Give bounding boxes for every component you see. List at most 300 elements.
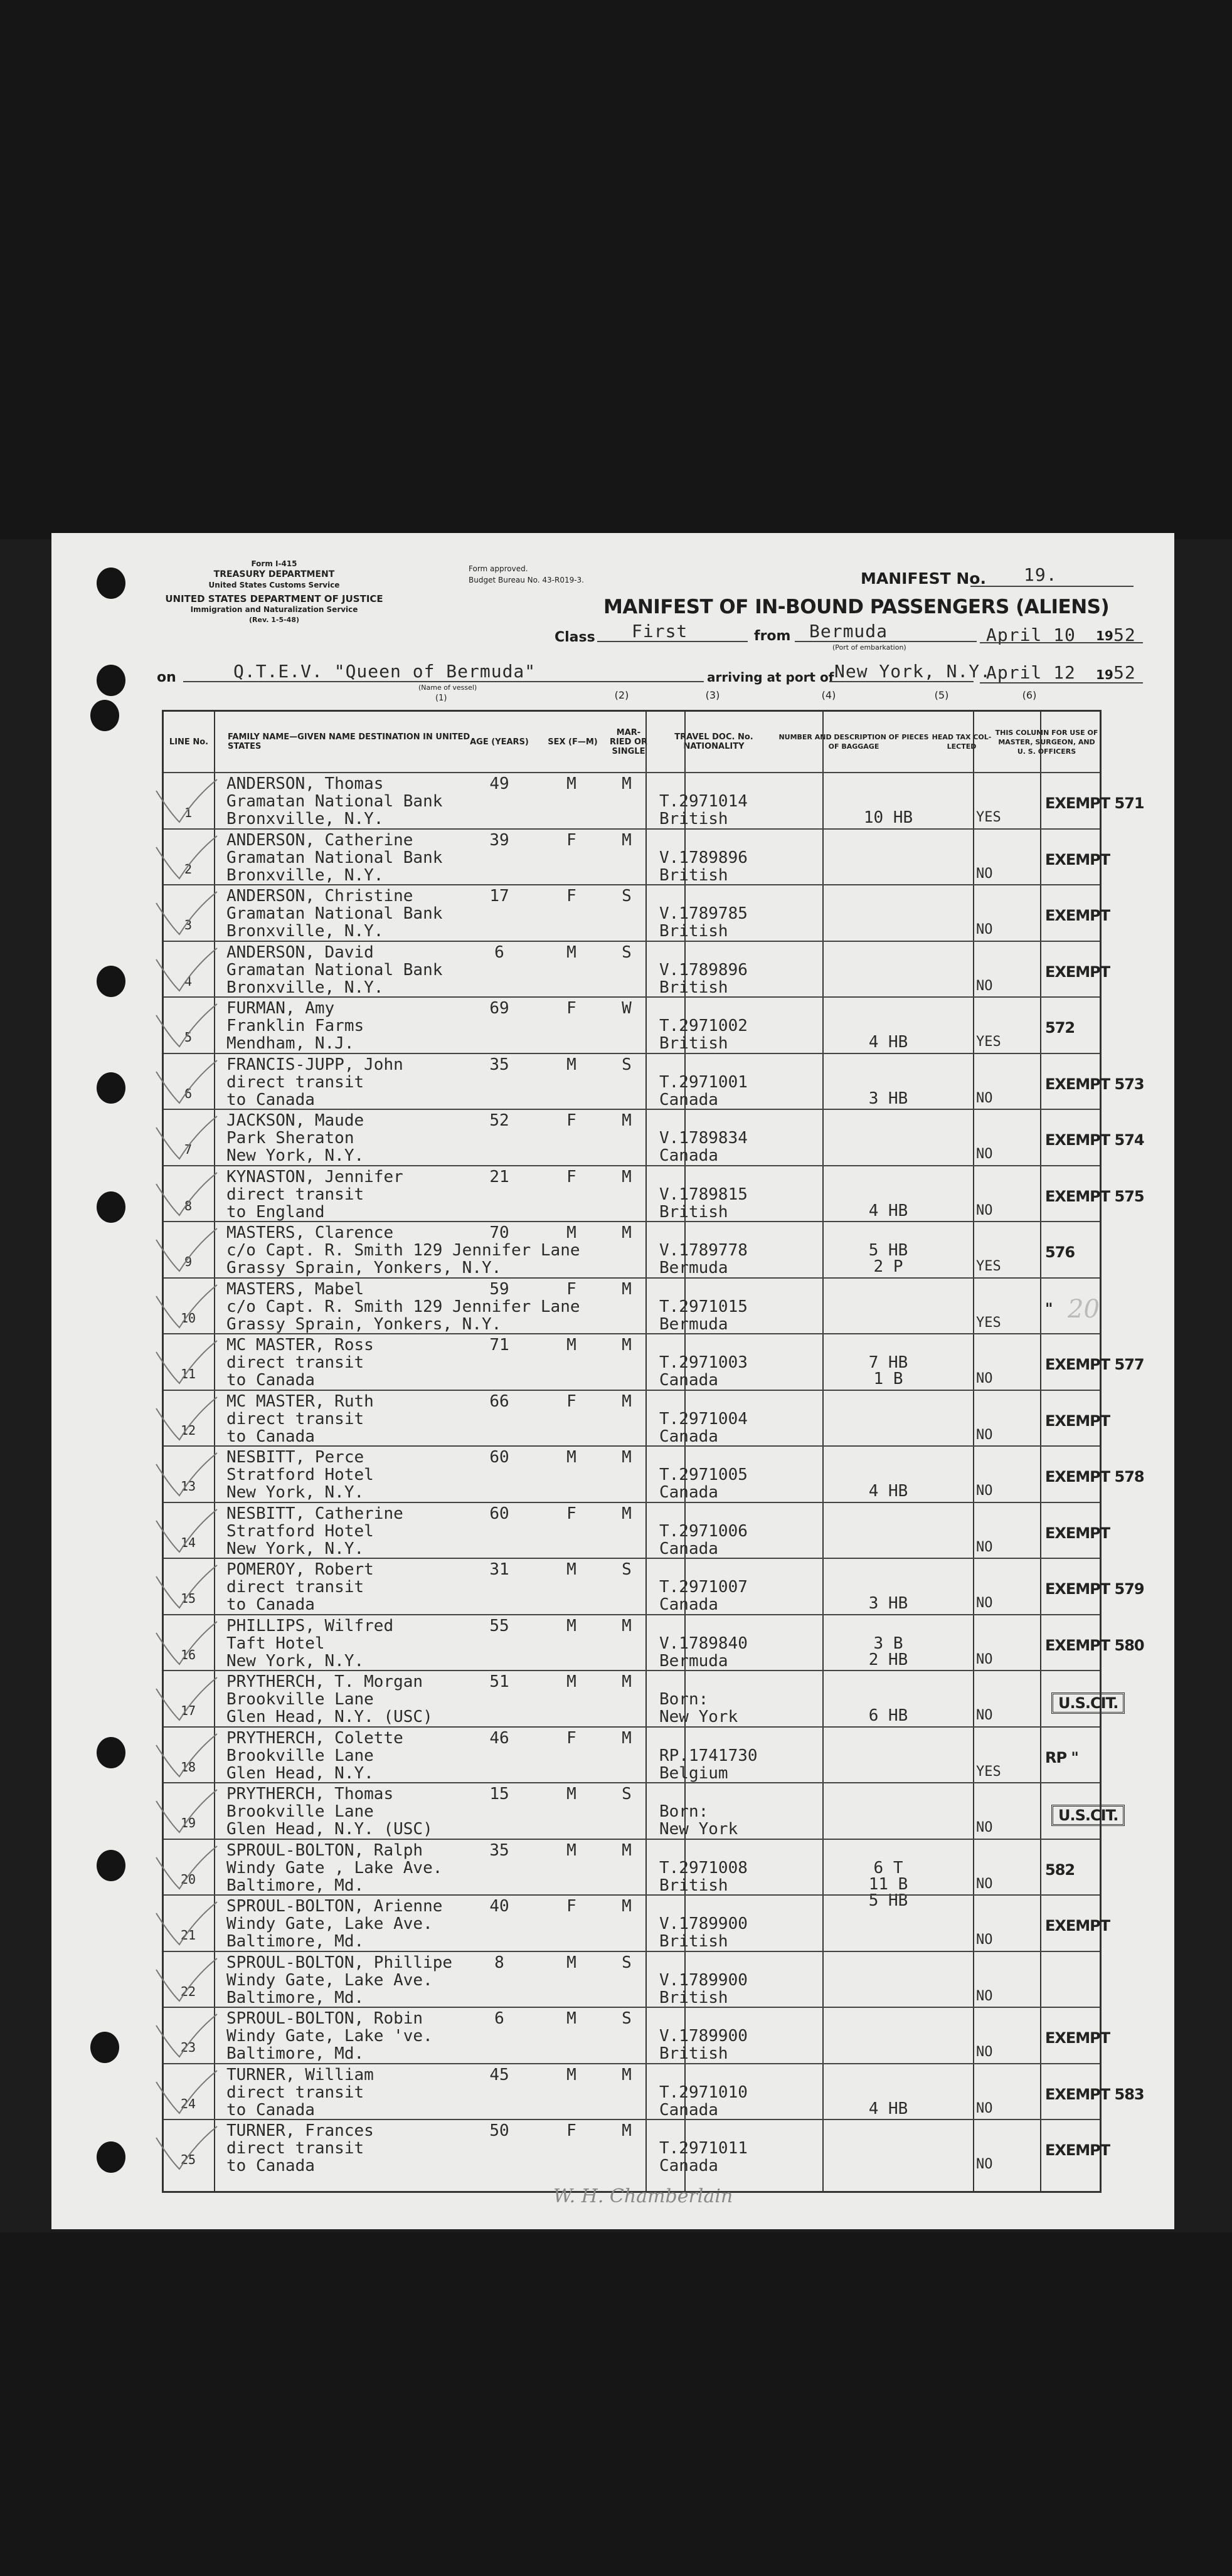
table-row	[164, 828, 1110, 885]
sex: F	[566, 999, 576, 1018]
baggage-2: 4 HB	[868, 1033, 908, 1052]
destination-line-1: Gramatan National Bank	[226, 904, 443, 923]
passenger-name: KYNASTON, Jennifer	[226, 1167, 403, 1186]
destination-line-1: Windy Gate , Lake Ave.	[226, 1858, 443, 1877]
sex: M	[566, 1840, 576, 1860]
depart-year: 52	[1113, 625, 1136, 645]
destination-line-2: to Canada	[226, 2100, 315, 2119]
sex: M	[566, 1785, 576, 1803]
line-no: 10	[180, 1310, 196, 1326]
baggage-2: 3 HB	[868, 1089, 908, 1108]
travel-doc: V.1789896	[659, 960, 748, 979]
table-row	[164, 1053, 1144, 1109]
line-no: 3	[184, 917, 193, 932]
head-tax: YES	[976, 1034, 1001, 1050]
baggage-2: 1 B	[873, 1370, 903, 1388]
official-use: EXEMPT 579	[1045, 1580, 1144, 1598]
destination-line-1: Brookville Lane	[226, 1802, 374, 1821]
table-row	[164, 1277, 1100, 1334]
sex: M	[566, 1448, 576, 1467]
nationality: New York	[659, 1820, 738, 1839]
scan-background-top	[0, 0, 1232, 539]
age: 35	[489, 1840, 509, 1860]
baggage-2: 4 HB	[868, 2099, 908, 2118]
destination-line-1: Taft Hotel	[226, 1634, 325, 1653]
binder-hole	[97, 966, 125, 997]
travel-doc: T.2971011	[659, 2139, 748, 2158]
head-tax: NO	[976, 2156, 993, 2172]
checkmark	[151, 947, 220, 997]
age: 55	[489, 1616, 509, 1635]
destination-line-2: New York, N.Y.	[226, 1146, 364, 1165]
baggage-2: 2 P	[873, 1257, 903, 1276]
sex: F	[566, 830, 576, 850]
passenger-name: SPROUL-BOLTON, Phillipe	[226, 1953, 453, 1972]
baggage-1: 7 HB	[868, 1353, 908, 1372]
destination-line-2: Glen Head, N.Y. (USC)	[226, 1708, 433, 1726]
sex: M	[566, 1560, 576, 1579]
sex: F	[566, 887, 576, 905]
binder-hole	[97, 1072, 125, 1104]
nationality: British	[659, 1034, 728, 1053]
travel-doc: V.1789834	[659, 1129, 748, 1148]
travel-doc: V.1789896	[659, 848, 748, 867]
binder-hole	[97, 2141, 125, 2173]
marital-status: S	[622, 1953, 632, 1972]
head-tax: NO	[976, 2100, 993, 2116]
table-row	[164, 1951, 1100, 2007]
checkmark	[151, 890, 220, 941]
customs-service: United States Customs Service	[208, 581, 340, 589]
passenger-name: PRYTHERCH, T. Morgan	[226, 1672, 423, 1691]
travel-doc: T.2971002	[659, 1016, 748, 1035]
checkmark	[151, 835, 220, 885]
official-use: EXEMPT 573	[1045, 1075, 1144, 1093]
official-use: EXEMPT	[1045, 1412, 1110, 1430]
official-use: EXEMPT 583	[1045, 2085, 1144, 2103]
marital-status: M	[622, 1111, 632, 1130]
destination-line-1: c/o Capt. R. Smith 129 Jennifer Lane	[226, 1297, 580, 1316]
nationality: Bermuda	[659, 1314, 728, 1334]
travel-doc: RP.1741730	[659, 1746, 758, 1765]
sex: F	[566, 1897, 576, 1916]
passenger-name: TURNER, Frances	[226, 2121, 374, 2140]
col-marital: MAR-RIED OR SINGLE	[609, 727, 648, 756]
travel-doc: T.2971003	[659, 1353, 748, 1372]
destination-line-2: to England	[226, 1202, 325, 1222]
age: 50	[489, 2121, 509, 2140]
travel-doc: V.1789900	[659, 1914, 748, 1933]
travel-doc: V.1789785	[659, 904, 748, 923]
passenger-name: MC MASTER, Ross	[226, 1336, 374, 1354]
depart-year-prefix: 19	[1096, 628, 1113, 643]
travel-doc: Born:	[659, 1802, 709, 1821]
official-use: EXEMPT 571	[1045, 794, 1144, 812]
sex: M	[566, 1223, 576, 1242]
official-use: EXEMPT	[1045, 963, 1110, 981]
passenger-name: POMEROY, Robert	[226, 1560, 374, 1579]
col-age: AGE (YEARS)	[470, 737, 529, 747]
line-no: 23	[180, 2040, 196, 2055]
sex: F	[566, 1279, 576, 1299]
checkmark	[151, 2125, 220, 2175]
vessel-name: Q.T.E.V. "Queen of Bermuda"	[233, 661, 536, 682]
table-row	[164, 2007, 1110, 2063]
arrival-port-line	[829, 681, 974, 682]
checkmark	[151, 1564, 220, 1614]
age: 60	[489, 1448, 509, 1467]
marital-status: M	[622, 1672, 632, 1691]
checkmark	[151, 1396, 220, 1446]
line-no: 2	[184, 861, 193, 877]
sex: F	[566, 1111, 576, 1130]
age: 40	[489, 1897, 509, 1916]
nationality: British	[659, 1988, 728, 2007]
nationality: Canada	[659, 1371, 718, 1390]
justice-dept: UNITED STATES DEPARTMENT OF JUSTICE	[165, 593, 383, 604]
destination-line-2: Bronxville, N.Y.	[226, 810, 384, 828]
destination-line-1: Windy Gate, Lake Ave.	[226, 1914, 433, 1933]
arrival-date: April 12	[986, 662, 1076, 683]
ins-service: Immigration and Naturalization Service	[190, 605, 358, 614]
baggage-2: 10 HB	[863, 808, 913, 827]
age: 8	[494, 1953, 504, 1972]
line-no: 5	[184, 1030, 193, 1045]
checkmark	[151, 1171, 220, 1222]
official-use: EXEMPT 574	[1045, 1131, 1144, 1149]
form-approved: Form approved.	[469, 564, 528, 573]
sex: F	[566, 1728, 576, 1748]
age: 49	[489, 774, 509, 793]
destination-line-2: Baltimore, Md.	[226, 1988, 364, 2007]
passenger-name: SPROUL-BOLTON, Arienne	[226, 1897, 443, 1916]
sex: M	[566, 1336, 576, 1354]
destination-line-1: Stratford Hotel	[226, 1521, 374, 1541]
passenger-name: SPROUL-BOLTON, Ralph	[226, 1840, 423, 1860]
scan-background-bottom	[0, 2232, 1232, 2576]
age: 17	[489, 887, 509, 905]
embark-caption: (Port of embarkation)	[832, 643, 906, 652]
official-use: EXEMPT 577	[1045, 1356, 1144, 1373]
line-no: 20	[180, 1871, 196, 1887]
head-tax: NO	[976, 1371, 993, 1386]
on-label: on	[157, 670, 176, 685]
head-tax: NO	[976, 1876, 993, 1892]
official-use: EXEMPT 575	[1045, 1187, 1144, 1205]
table-row	[164, 1614, 1144, 1671]
travel-doc: T.2971005	[659, 1465, 748, 1484]
nationality: Canada	[659, 1090, 718, 1109]
destination-line-2: to Canada	[226, 2156, 315, 2175]
sex: F	[566, 2121, 576, 2140]
sex: F	[566, 1167, 576, 1186]
age: 39	[489, 830, 509, 850]
checkmark	[151, 1508, 220, 1558]
line-no: 17	[180, 1703, 196, 1718]
age: 66	[489, 1391, 509, 1411]
head-tax: NO	[976, 1146, 993, 1162]
age: 70	[489, 1223, 509, 1242]
travel-doc: T.2971014	[659, 792, 748, 811]
binder-hole	[97, 1850, 125, 1881]
age: 15	[489, 1785, 509, 1803]
passenger-name: FURMAN, Amy	[226, 999, 335, 1018]
destination-line-2: Baltimore, Md.	[226, 1876, 364, 1895]
destination-line-1: Gramatan National Bank	[226, 848, 443, 867]
marital-status: M	[622, 1504, 632, 1523]
signature: W. H. Chamberlain	[553, 2185, 733, 2207]
passenger-name: ANDERSON, Christine	[226, 887, 413, 905]
passenger-name: PRYTHERCH, Thomas	[226, 1785, 394, 1803]
destination-line-1: direct transit	[226, 1072, 364, 1092]
destination-line-1: direct transit	[226, 1353, 364, 1372]
official-use: U.S.CIT.	[1051, 1692, 1125, 1714]
destination-line-2: to Canada	[226, 1371, 315, 1390]
vessel-col: (1)	[435, 694, 447, 703]
destination-line-2: Bronxville, N.Y.	[226, 865, 384, 885]
sex: F	[566, 1391, 576, 1411]
travel-doc: V.1789815	[659, 1185, 748, 1204]
destination-line-2: Grassy Sprain, Yonkers, N.Y.	[226, 1314, 502, 1334]
age: 46	[489, 1728, 509, 1748]
baggage-1: 3 B	[873, 1634, 903, 1653]
table-row	[164, 1894, 1110, 1951]
destination-line-2: New York, N.Y.	[226, 1539, 364, 1558]
sex: M	[566, 942, 576, 962]
line-no: 15	[180, 1591, 196, 1606]
arriving-label: arriving at port of	[707, 670, 834, 685]
nationality: British	[659, 978, 728, 997]
baggage-2: 3 HB	[868, 1594, 908, 1613]
class-line	[597, 641, 748, 642]
arrival-date-line	[980, 682, 1143, 684]
table-row	[164, 1109, 1144, 1165]
destination-line-1: Gramatan National Bank	[226, 792, 443, 811]
vessel-caption: (Name of vessel)	[418, 684, 477, 692]
col-official-use: THIS COLUMN FOR USE OF MASTER, SURGEON, AND U. S. OFFICERS	[995, 728, 1098, 756]
head-tax: YES	[976, 810, 1001, 825]
depart-line	[980, 642, 1143, 643]
travel-doc: T.2971010	[659, 2082, 748, 2102]
destination-line-2: to Canada	[226, 1595, 315, 1614]
nationality: Canada	[659, 2156, 718, 2175]
manifest-no-line	[970, 586, 1134, 587]
arrival-year: 52	[1113, 662, 1136, 683]
marital-status: S	[622, 887, 632, 905]
sex: M	[566, 1055, 576, 1074]
head-tax: NO	[976, 1932, 993, 1948]
passenger-name: ANDERSON, Catherine	[226, 830, 413, 850]
line-no: 8	[184, 1198, 193, 1213]
table-row	[164, 772, 1144, 828]
binder-hole	[97, 665, 125, 696]
destination-line-2: Glen Head, N.Y. (USC)	[226, 1820, 433, 1839]
marital-status: M	[622, 2121, 632, 2140]
passenger-name: ANDERSON, David	[226, 942, 374, 962]
checkmark	[151, 1676, 220, 1726]
manifest-no-value: 19.	[1024, 564, 1058, 585]
official-use: EXEMPT	[1045, 1524, 1110, 1542]
budget-bureau: Budget Bureau No. 43-R019-3.	[469, 576, 584, 584]
destination-line-1: c/o Capt. R. Smith 129 Jennifer Lane	[226, 1241, 580, 1260]
from-label: from	[754, 628, 791, 644]
travel-doc: V.1789900	[659, 2027, 748, 2045]
checkmark	[151, 1901, 220, 1951]
vessel-line	[183, 681, 704, 682]
col-num-4: (4)	[821, 689, 836, 701]
passenger-name: NESBITT, Perce	[226, 1448, 364, 1467]
checkmark	[151, 1957, 220, 2007]
line-no: 13	[180, 1479, 196, 1494]
destination-line-1: Franklin Farms	[226, 1016, 364, 1035]
sex: M	[566, 774, 576, 793]
head-tax: YES	[976, 1259, 1001, 1274]
table-row	[164, 2063, 1144, 2119]
official-use: EXEMPT	[1045, 907, 1110, 924]
head-tax: NO	[976, 1595, 993, 1611]
destination-line-1: Stratford Hotel	[226, 1465, 374, 1484]
destination-line-1: direct transit	[226, 1185, 364, 1204]
age: 71	[489, 1336, 509, 1354]
line-no: 11	[180, 1366, 196, 1381]
marital-status: S	[622, 1785, 632, 1803]
table-row	[164, 1333, 1144, 1390]
age: 45	[489, 2065, 509, 2084]
destination-line-2: Bronxville, N.Y.	[226, 978, 384, 997]
destination-line-2: to Canada	[226, 1090, 315, 1109]
destination-line-2: New York, N.Y.	[226, 1483, 364, 1502]
destination-line-1: direct transit	[226, 2139, 364, 2158]
sex: M	[566, 2009, 576, 2028]
marital-status: M	[622, 1279, 632, 1299]
form-rev: (Rev. 1-5-48)	[248, 616, 299, 624]
official-use: EXEMPT	[1045, 2029, 1110, 2047]
table-row	[164, 996, 1100, 1053]
checkmark	[151, 1788, 220, 1839]
destination-line-1: Brookville Lane	[226, 1690, 374, 1709]
destination-line-2: to Canada	[226, 1427, 315, 1446]
head-tax: NO	[976, 1708, 993, 1723]
passenger-name: MASTERS, Clarence	[226, 1223, 394, 1242]
line-no: 16	[180, 1647, 196, 1662]
head-tax: YES	[976, 1763, 1001, 1780]
col-travel-doc: TRAVEL DOC. No. NATIONALITY	[674, 732, 753, 751]
table-row	[164, 941, 1110, 997]
marital-status: M	[622, 1448, 632, 1467]
destination-line-2: New York, N.Y.	[226, 1651, 364, 1671]
line-no: 4	[184, 973, 193, 989]
passenger-name: SPROUL-BOLTON, Robin	[226, 2009, 423, 2028]
binder-hole	[90, 700, 119, 731]
nationality: Canada	[659, 1427, 718, 1446]
arrival-port: New York, N.Y.	[834, 661, 992, 682]
official-use: 576	[1045, 1243, 1075, 1261]
class-value: First	[632, 621, 688, 641]
nationality: Canada	[659, 1595, 718, 1614]
table-row	[164, 884, 1110, 941]
marital-status: M	[622, 2065, 632, 2084]
head-tax: NO	[976, 1651, 993, 1667]
marital-status: W	[622, 999, 632, 1018]
destination-line-1: Windy Gate, Lake Ave.	[226, 1970, 433, 1990]
sex: M	[566, 2065, 576, 2084]
col-num-2: (2)	[614, 689, 629, 701]
age: 51	[489, 1672, 509, 1691]
nationality: British	[659, 1202, 728, 1222]
destination-line-2: Mendham, N.J.	[226, 1034, 354, 1053]
nationality: Canada	[659, 1483, 718, 1502]
nationality: New York	[659, 1708, 738, 1726]
official-use: U.S.CIT.	[1051, 1805, 1125, 1826]
official-use: EXEMPT	[1045, 2141, 1110, 2159]
nationality: British	[659, 810, 728, 828]
official-use: EXEMPT 578	[1045, 1468, 1144, 1486]
embark-port: Bermuda	[809, 621, 888, 641]
form-id: Form I-415	[251, 559, 297, 568]
table-row	[164, 1558, 1144, 1614]
checkmark	[151, 1733, 220, 1783]
manifest-no-label: MANIFEST No.	[861, 569, 986, 588]
col-head-tax: HEAD TAX COL-LECTED	[932, 733, 992, 751]
arrival-year-prefix: 19	[1096, 667, 1113, 682]
baggage-3: 5 HB	[868, 1891, 908, 1910]
destination-line-2: Baltimore, Md.	[226, 2044, 364, 2063]
table-row	[164, 2119, 1110, 2175]
travel-doc: Born:	[659, 1690, 709, 1709]
col-num-6: (6)	[1022, 689, 1037, 701]
checkmark	[151, 1059, 220, 1109]
sex: M	[566, 1616, 576, 1635]
destination-line-1: direct transit	[226, 1578, 364, 1597]
nationality: Canada	[659, 1539, 718, 1558]
travel-doc: V.1789900	[659, 1970, 748, 1990]
marital-status: S	[622, 942, 632, 962]
passenger-name: FRANCIS-JUPP, John	[226, 1055, 403, 1074]
travel-doc: T.2971006	[659, 1521, 748, 1541]
destination-line-2: Bronxville, N.Y.	[226, 922, 384, 941]
line-no: 21	[180, 1928, 196, 1943]
age: 6	[494, 2009, 504, 2028]
head-tax: NO	[976, 978, 993, 994]
nationality: British	[659, 865, 728, 885]
travel-doc: T.2971008	[659, 1858, 748, 1877]
nationality: Bermuda	[659, 1259, 728, 1277]
line-no: 7	[184, 1142, 193, 1157]
line-no: 19	[180, 1815, 196, 1830]
marital-status: M	[622, 1336, 632, 1354]
line-no: 24	[180, 2096, 196, 2111]
sex: M	[566, 1672, 576, 1691]
marital-status: M	[622, 1728, 632, 1748]
head-tax: NO	[976, 1202, 993, 1218]
destination-line-2: Grassy Sprain, Yonkers, N.Y.	[226, 1259, 502, 1277]
col-num-5: (5)	[934, 689, 949, 701]
head-tax: NO	[976, 1090, 993, 1106]
checkmark	[151, 1003, 220, 1053]
depart-date: April 10	[986, 625, 1076, 645]
age: 35	[489, 1055, 509, 1074]
head-tax: NO	[976, 1483, 993, 1499]
table-row	[164, 1726, 1100, 1783]
col-name-destination: FAMILY NAME—GIVEN NAME DESTINATION IN UNITED STATES	[228, 732, 470, 751]
checkmark	[151, 1845, 220, 1895]
nationality: British	[659, 1932, 728, 1951]
travel-doc: T.2971015	[659, 1297, 748, 1316]
baggage-1: 6 T	[873, 1858, 903, 1877]
passenger-name: ANDERSON, Thomas	[226, 774, 384, 793]
checkmark	[151, 1339, 220, 1390]
checkmark	[151, 1284, 220, 1334]
